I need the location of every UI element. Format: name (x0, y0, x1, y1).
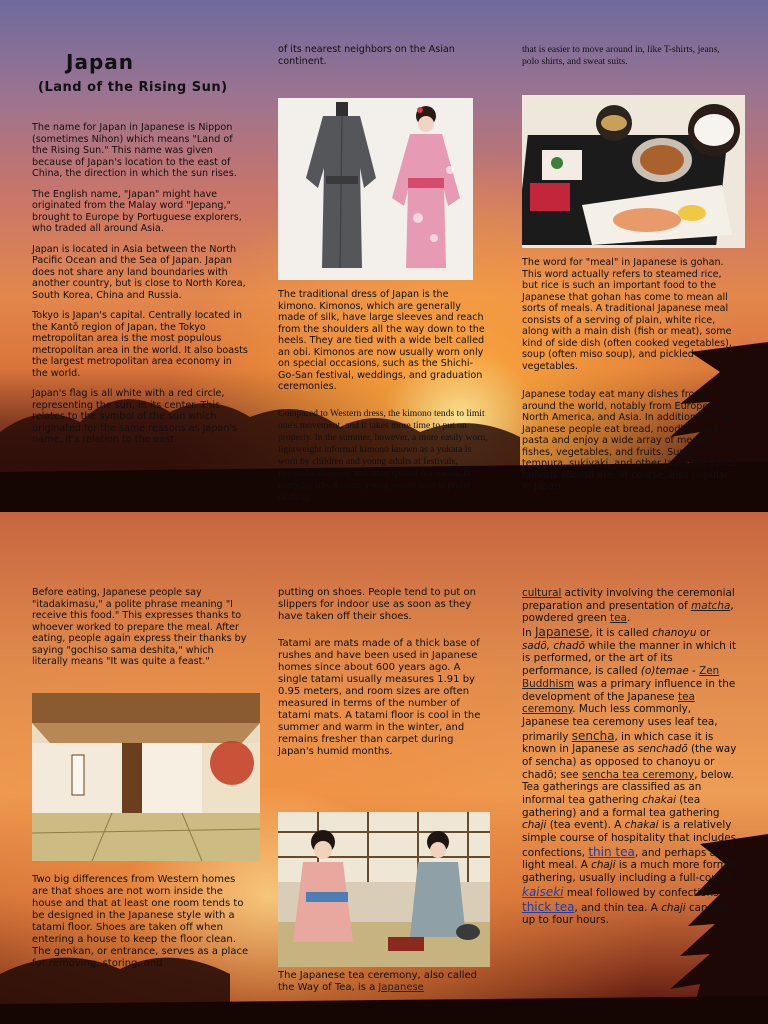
otemae-term: (o)temae (640, 665, 689, 678)
kaiseki-link[interactable]: kaiseki (522, 884, 564, 899)
japanese-culture-link[interactable]: Japanese (378, 982, 424, 993)
kimono-photo (278, 98, 473, 280)
intro-paragraph-tokyo: Tokyo is Japan's capital. Centrally located in the Kantō region of Japan, the Tokyo metropolitan area is the most populous metropolitan area in the world. It also boasts the largest metropolitan area economy in the world. (32, 310, 248, 379)
senchado-term: senchadō (637, 743, 688, 756)
tatami-paragraph: Tatami are mats made of a thick base of rushes and have been used in Japanese homes since about 600 years ago. A single tatami usually measures 1.91 by 0.95 meters, and room sizes are often measured in terms of the number of tatami mats. A tatami floor is cool in the summer and warm in the winter, and remains fresher than carpet during Japan's humid months. (278, 638, 481, 757)
tea-definition-block (522, 587, 740, 625)
intro-paragraph-english: The English name, "Japan" might have originated from the Malay word "Jepang," brought to Europe by Portuguese explorers, who traded all around Asia. (32, 188, 242, 234)
thick-tea-link[interactable]: thick tea (522, 899, 575, 914)
tea-text: (tea gathering) and a formal tea gathering (522, 794, 720, 819)
tea-text: is a relatively simple course of hospitality that includes confections, (522, 819, 736, 859)
western-dress-paragraph: Compared to Western dress, the kimono tends to limit one's movement, and it takes more time to put on properly. In the summer, however, a more easily worn, lightweight informal kimono known as a yukata is worn by children and young adults at festivals, fireworks displays, and other special occasions. In everyday life, though, young people tend to prefer clothing (278, 408, 488, 503)
tea-text: while the manner in which it is performed, or the art of its performance, is called (522, 639, 737, 678)
tea-ceremony-illustration (278, 812, 490, 967)
tea-text: (the way of sencha) as opposed to chanoyu or chadō; see (522, 743, 737, 781)
tea-ceremony-column (522, 587, 740, 927)
continent-continuation: of its nearest neighbors on the Asian continent. (278, 44, 455, 67)
tea-link[interactable]: tea (610, 612, 627, 625)
cultural-link[interactable]: cultural (522, 587, 562, 599)
tea-text: , below. (694, 768, 734, 781)
tea-text: meal followed by confections, (563, 886, 722, 899)
chakai-term: chakai (624, 819, 659, 832)
tea-gatherings-block (522, 781, 740, 927)
zen-buddhism-link[interactable]: Zen Buddhism (522, 665, 720, 690)
page-title: Japan (66, 50, 134, 74)
brochure-panel-bottom (0, 512, 768, 1024)
meal-photo (522, 95, 745, 248)
tea-text: , powdered green (522, 599, 734, 625)
tatami-room-photo (32, 693, 260, 861)
meal-illustration (522, 95, 745, 248)
homes-paragraph: Two big differences from Western homes are that shoes are not worn inside the house and that at least one room tends to be designed in the Japanese style with a tatami floor. Shoes are taken off when entering a house to keep the floor clean. The genkan, or entrance, serves as a place for removing, storing, and (32, 874, 249, 969)
tea-text: or (696, 627, 711, 640)
before-eating-paragraph: Before eating, Japanese people say "itadakimasu," a polite phrase meaning "I receive this food." This expresses thanks to whoever worked to prepare the meal. After eating, people again express their thanks by saying "gochiso sama deshita," which literally means "It was quite a feast." (32, 587, 247, 667)
intro-column (32, 122, 250, 455)
sencha-link[interactable]: sencha (571, 728, 615, 743)
sencha-tea-ceremony-link[interactable]: sencha tea ceremony (581, 768, 695, 781)
chaji-term: chaji (522, 819, 547, 832)
intro-paragraph-location: Japan is located in Asia between the North Pacific Ocean and the Sea of Japan. Japan does not share any land boundaries with another country, but is close to North Korea, South Korea, China and Russia. (32, 243, 246, 301)
chaji-term: chaji (661, 901, 686, 914)
tea-text: is a much more formal gathering, usually including a full-course (522, 859, 737, 885)
page-subtitle: (Land of the Rising Sun) (38, 80, 228, 95)
tea-text: , and perhaps a light meal. A (522, 846, 717, 872)
intro-paragraph-flag: Japan's flag is all white with a red circle, representing the sun, in its center. This relates to the symbol of the sun which originated for the same reasons as Japan's name, it's relation to the east. (32, 388, 238, 445)
tea-text: can last up to four hours. (522, 901, 730, 927)
tea-text: . (626, 612, 631, 625)
shoes-paragraph: putting on shoes. People tend to put on slippers for indoor use as soon as they have taken off their shoes. (278, 587, 476, 622)
tea-names-block (522, 625, 740, 781)
chanoyu-term: chanoyu (652, 627, 697, 640)
thin-tea-link[interactable]: thin tea (588, 844, 635, 859)
clothing-continuation: that is easier to move around in, like T-shirts, jeans, polo shirts, and sweat suits. (522, 44, 720, 67)
tea-text: activity involving the ceremonial preparation and presentation of (522, 587, 735, 612)
japanese-language-link[interactable]: Japanese (534, 625, 590, 640)
tea-text: Tea gatherings are classified as an informal tea gathering (522, 781, 702, 806)
tea-intro-text: The Japanese tea ceremony, also called the Way of Tea, is a (278, 970, 478, 993)
tea-text: In (522, 627, 535, 640)
tea-text: was a primary influence in the development of the Japanese (522, 677, 736, 703)
modern-food-paragraph: Japanese today eat many dishes from around the world, notably from Europe, North America, and Asia. In addition to rice, Japanese people eat bread, noodles, and pasta and enjoy a wide array of meats, fishes, vegetables, and fruits. Sushi, tempura, sukiyaki, and other Japanese foods famous abroad are, of course, also popular in Japan. (522, 389, 737, 492)
chakai-term: chakai (642, 794, 676, 806)
tea-text: . Much less commonly, Japanese tea ceremony uses leaf tea, primarily (522, 703, 718, 743)
matcha-link[interactable]: matcha (691, 599, 731, 612)
sado-chado-term: sadō, chadō (522, 639, 585, 652)
tatami-room-illustration (32, 693, 260, 861)
intro-paragraph-name: The name for Japan in Japanese is Nippon (sometimes Nihon) which means "Land of the Rising Sun." This name was given because of Japan's location to the east of China, the direction in which the sun rises. (32, 122, 237, 179)
tea-ceremony-link[interactable]: tea ceremony (522, 690, 695, 716)
kimono-paragraph: The traditional dress of Japan is the kimono. Kimonos, which are generally made of silk, have large sleeves and reach from the shoulders all the way down to the heels. They are tied with a wide belt called an obi. Kimonos are now usually worn only on special occasions, such as the Shichi-Go-San festival, weddings, and graduation ceremonies. (278, 289, 485, 392)
tea-ceremony-photo (278, 812, 490, 967)
meal-paragraph: The word for "meal" in Japanese is gohan. This word actually refers to steamed rice, but rice is such an important food to the Japanese that gohan has come to mean all sorts of meals. A traditional Japanese meal consists of a serving of plain, white rice, along with a main dish (fish or meat), some kind of side dish (often cooked vegetables), soup (often miso soup), and pickled vegetables. (522, 257, 732, 372)
chaji-term: chaji (591, 859, 616, 872)
kimono-illustration (278, 98, 473, 280)
tea-text: (tea event). A (546, 819, 625, 832)
tea-intro-paragraph (278, 970, 490, 994)
tea-text: , in which case it is known in Japanese as (522, 730, 714, 756)
tea-text: - (688, 665, 700, 678)
tea-text: , it is called (589, 627, 653, 640)
tea-text: , and thin tea. A (574, 901, 662, 914)
